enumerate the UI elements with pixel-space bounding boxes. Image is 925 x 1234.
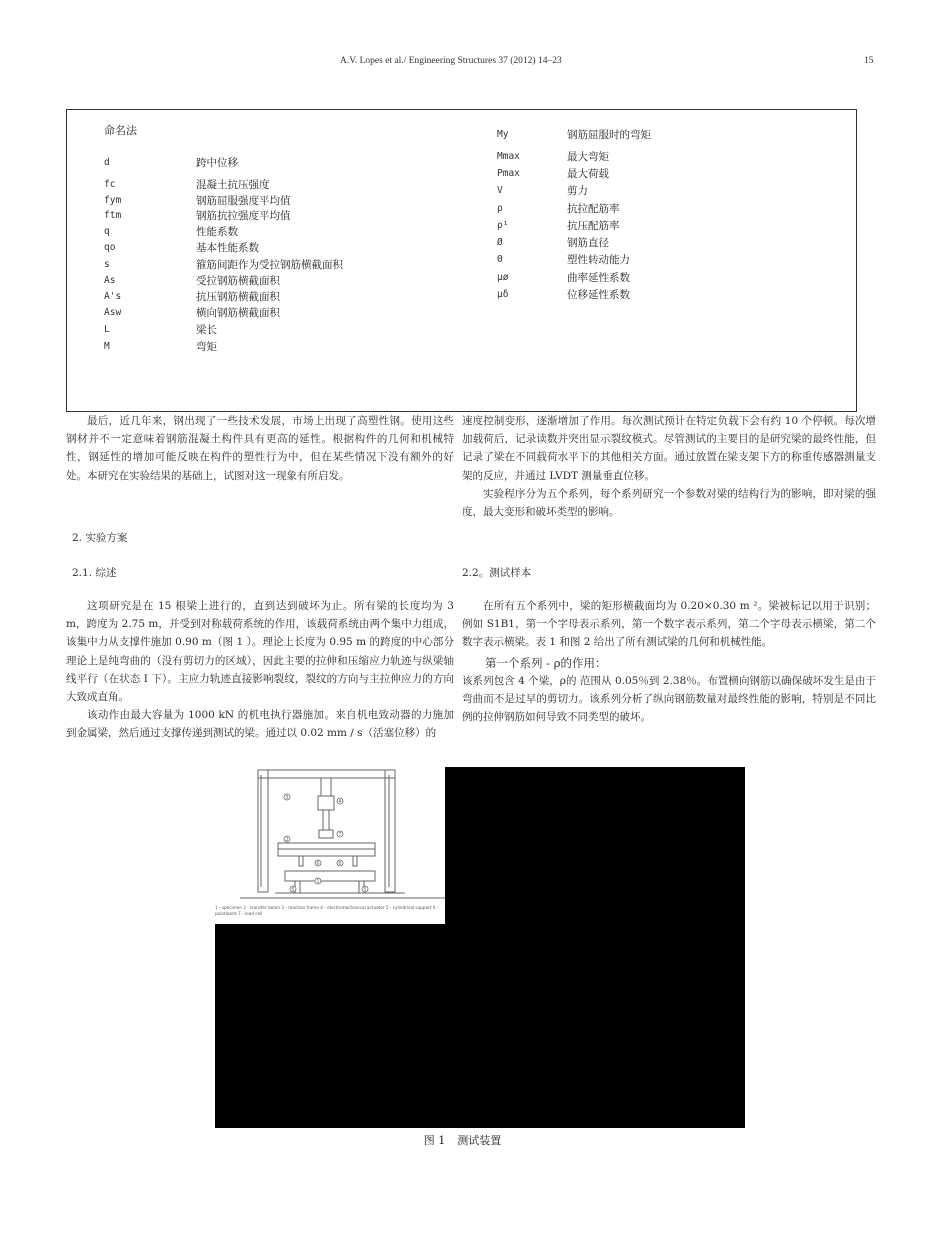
nomenclature-box: [66, 109, 857, 412]
series-1-heading: 第一个系列 - ρ的作用：: [485, 655, 607, 670]
actuator-paragraph: 该动作由最大容量为 1000 kN 的机电执行器施加。来自机电致动器的力施加到金属梁，然后通过支撑传递到测试的梁。通过以 0.02 mm / s（活塞位移）的: [66, 709, 454, 740]
figure-caption-text: 测试装置: [457, 1134, 502, 1147]
intro-paragraph: 最后，近几年来，钢出现了一些技术发展，市场上出现了高塑性钢。使用这些钢材并不一定意味着钢筋混凝土构件具有更高的延性。根据构件的几何和机械特性，钢延性的增加可能反映在构件的塑性行为中，但在某些情况下没有额外的好处。本研究在实验结果的基础上，试图对这一现象有所启发。: [66, 415, 454, 482]
series-paragraph: 实验程序分为五个系列，每个系列研究一个参数对梁的结构行为的影响，即对梁的强度，最大变形和破坏类型的影响。: [462, 487, 876, 519]
section-2-1-body: [66, 597, 454, 743]
overview-paragraph: 这项研究是在 15 根梁上进行的，直到达到破坏为止。所有梁的长度均为 3 m，跨度为 2.75 m，并受到对称载荷系统的作用，该载荷系统由两个集中力组成，该集中力从支撑件施加 0.90 m（图 1 ）。理论上长度为 0.95 m 的跨度的中心部分理论上是纯弯曲的（没有剪切力的区域），因此主要的拉伸和压缩应力轨迹与纵梁轴线平行（在状态 I 下）。主应力轨迹直接影响裂纹，裂纹的方向与主拉伸应力的方向大致成直角。: [66, 600, 454, 704]
figure-marker: 3: [285, 794, 289, 801]
figure-marker: 5: [363, 886, 367, 893]
nomenclature-symbol: μø: [497, 272, 509, 283]
nomenclature-symbol: d: [104, 157, 110, 168]
nomenclature-symbol: fc: [104, 179, 116, 190]
nomenclature-description: 塑性转动能力: [567, 254, 630, 266]
nomenclature-symbol: ρ: [497, 203, 503, 214]
running-header: [0, 56, 925, 70]
nomenclature-description: 受拉钢筋横截面积: [196, 275, 280, 287]
nomenclature-description: 最大荷载: [567, 168, 609, 180]
figure-marker: 6: [316, 860, 320, 867]
nomenclature-description: 钢筋屈服时的弯矩: [567, 129, 651, 141]
actuator-body: [318, 796, 334, 810]
nomenclature-symbol: Asw: [104, 307, 122, 318]
figure-marker: 6: [338, 860, 342, 867]
test-setup-drawing: [215, 767, 445, 924]
nomenclature-symbol: Θ: [497, 254, 503, 265]
loading-paragraph: 速度控制变形，逐渐增加了作用。每次测试预计在特定负载下会有约 10 个停顿。每次增加载荷后，记录读数并突出显示裂纹模式。尽管测试的主要目的是研究梁的最终性能，但记录了梁在不同载荷水平下的其他相关方面。通过放置在梁支架下方的称重传感器测量支架的反应，并通过 LVDT 测量垂直位移。: [462, 415, 876, 482]
figure-marker: 4: [338, 798, 342, 805]
nomenclature-description: 混凝土抗压强度: [196, 179, 270, 191]
figure-legend: 1 - specimen 2 - transfer beam 3 - reaction frame 4 - electromechanical actuator 5 - cylindrical support 6 - pointloads 7 - load cell: [215, 905, 439, 916]
nomenclature-symbol: M: [104, 341, 110, 352]
figure-marker: 7: [338, 831, 342, 838]
nomenclature-title: 命名法: [104, 124, 137, 137]
nomenclature-description: 抗压配筋率: [567, 220, 620, 232]
intro-paragraph-block: [66, 412, 454, 485]
nomenclature-description: 抗拉配筋率: [567, 203, 620, 215]
nomenclature-description: 钢筋抗拉强度平均值: [196, 210, 291, 222]
nomenclature-description: 钢筋屈服强度平均值: [196, 195, 291, 207]
nomenclature-description: 最大弯矩: [567, 151, 609, 163]
figure-marker: 2: [285, 836, 289, 843]
figure-caption: [0, 1132, 925, 1148]
nomenclature-symbol: My: [497, 129, 509, 140]
nomenclature-description: 弯矩: [196, 341, 217, 353]
nomenclature-description: 曲率延性系数: [567, 272, 630, 284]
nomenclature-description: 性能系数: [196, 226, 238, 238]
nomenclature-description: 基本性能系数: [196, 242, 259, 254]
nomenclature-symbol: q: [104, 226, 110, 237]
nomenclature-symbol: Ø: [497, 237, 503, 248]
nomenclature-symbol: L: [104, 324, 110, 335]
series-1-paragraph: 该系列包含 4 个梁，ρ的 范围从 0.05％到 2.38％。布置横向钢筋以确保破坏发生是由于弯曲而不是过早的剪切力。该系列分析了纵向钢筋数量对最终性能的影响，特别是不同比例的拉伸钢筋如何导致不同类型的破坏。: [462, 674, 876, 724]
right-column-top: [462, 412, 876, 521]
nomenclature-symbol: fym: [104, 195, 122, 206]
figure-marker: 1: [316, 878, 320, 885]
section-2-2-heading: 2.2。测试样本: [462, 567, 532, 579]
nomenclature-symbol: μδ: [497, 289, 509, 300]
test-setup-svg: [215, 767, 445, 924]
section-2-heading: 2. 实验方案: [72, 532, 128, 544]
frame-column-left: [258, 770, 268, 892]
journal-citation: A.V. Lopes et al./ Engineering Structures 37 (2012) 14–23: [340, 56, 562, 66]
nomenclature-description: 跨中位移: [196, 157, 238, 169]
nomenclature-description: 梁长: [196, 324, 217, 336]
nomenclature-symbol: As: [104, 275, 116, 286]
specimen-beam: [285, 871, 375, 881]
figure-label: 图 1: [423, 1134, 446, 1147]
nomenclature-description: 横向钢筋横截面积: [196, 307, 280, 319]
nomenclature-symbol: s: [104, 259, 110, 270]
nomenclature-symbol: ftm: [104, 210, 122, 221]
nomenclature-description: 抗压钢筋横截面积: [196, 291, 280, 303]
frame-top-beam: [258, 770, 395, 778]
nomenclature-description: 箍筋间距作为受拉钢筋横截面积: [196, 259, 343, 271]
nomenclature-symbol: qo: [104, 242, 116, 253]
nomenclature-symbol: A's: [104, 291, 122, 302]
actuator: [321, 778, 331, 796]
figure-marker: 5: [291, 886, 295, 893]
section-2-2-body: [462, 597, 876, 726]
nomenclature-symbol: Pmax: [497, 168, 520, 179]
nomenclature-symbol: V: [497, 185, 503, 196]
nomenclature-description: 位移延性系数: [567, 289, 630, 301]
nomenclature-symbol: ρ¹: [497, 220, 509, 231]
load-cell: [319, 830, 333, 838]
page-number: 15: [864, 56, 874, 66]
specimen-paragraph: 在所有五个系列中，梁的矩形横截面均为 0.20×0.30 m ²。梁被标记以用于识别；例如 S1B1，第一个字母表示系列，第一个数字表示系列，第二个字母表示横梁，第二个数字表示横梁。表 1 和图 2 给出了所有测试梁的几何和机械性能。: [462, 600, 876, 649]
nomenclature-description: 钢筋直径: [567, 237, 609, 249]
section-2-1-heading: 2.1. 综述: [72, 567, 117, 579]
actuator-piston: [323, 810, 329, 830]
nomenclature-symbol: Mmax: [497, 151, 520, 162]
frame-column-right: [385, 770, 395, 892]
nomenclature-description: 剪力: [567, 185, 588, 197]
